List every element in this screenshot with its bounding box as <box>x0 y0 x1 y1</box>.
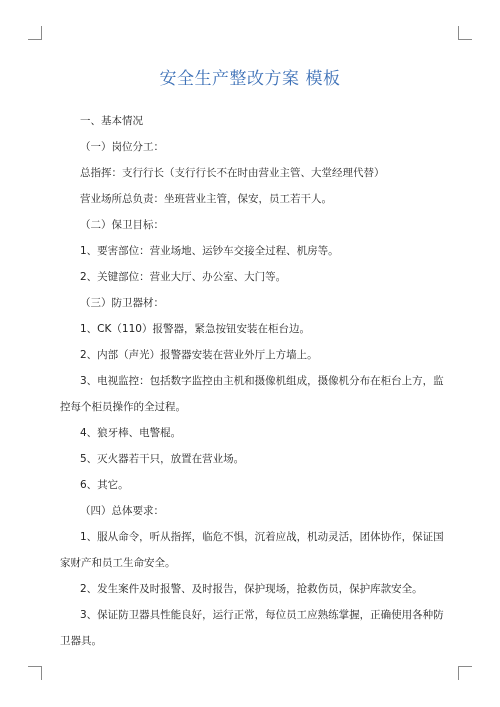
list-item: 2、发生案件及时报警、及时报告，保护现场，抢救伤员，保护库款安全。 <box>80 583 423 595</box>
list-item-continuation: 卫器具。 <box>60 635 102 647</box>
section-heading: 一、基本情况 <box>80 115 143 127</box>
crop-mark-top-right <box>458 26 472 40</box>
list-item: 4、狼牙棒、电警棍。 <box>80 427 182 439</box>
paragraph: 营业场所总负责：坐班营业主管，保安，员工若干人。 <box>80 193 332 205</box>
list-item: 5、灭火器若干只，放置在营业场。 <box>80 453 245 465</box>
list-item: 1、服从命令，听从指挥，临危不惧，沉着应战，机动灵活，团体协作，保证国 <box>80 531 444 543</box>
subsection-heading: （三）防卫器材： <box>80 297 164 309</box>
list-item: 3、保证防卫器具性能良好，运行正常，每位员工应熟练掌握，正确使用各种防 <box>80 609 444 621</box>
list-item: 2、关键部位：营业大厅、办公室、大门等。 <box>80 271 287 283</box>
crop-mark-bottom-left <box>28 666 42 680</box>
subsection-heading: （四）总体要求： <box>80 505 164 517</box>
list-item-continuation: 家财产和员工生命安全。 <box>60 557 176 569</box>
crop-mark-top-left <box>28 26 42 40</box>
list-item: 2、内部（声光）报警器安装在营业外厅上方墙上。 <box>80 349 318 361</box>
subsection-heading: （一）岗位分工： <box>80 141 164 153</box>
list-item-continuation: 控每个柜员操作的全过程。 <box>60 401 186 413</box>
list-item: 1、要害部位：营业场地、运钞车交接全过程、机房等。 <box>80 245 339 257</box>
crop-mark-bottom-right <box>458 666 472 680</box>
document-title: 安全生产整改方案 模板 <box>159 69 341 89</box>
subsection-heading: （二）保卫目标： <box>80 219 164 231</box>
list-item: 3、电视监控：包括数字监控由主机和摄像机组成，摄像机分布在柜台上方，监 <box>80 375 444 387</box>
paragraph: 总指挥：支行行长（支行行长不在时由营业主管、大堂经理代替） <box>80 167 385 179</box>
list-item: 1、CK（110）报警器，紧急按钮安装在柜台边。 <box>80 323 310 335</box>
list-item: 6、其它。 <box>80 479 129 491</box>
